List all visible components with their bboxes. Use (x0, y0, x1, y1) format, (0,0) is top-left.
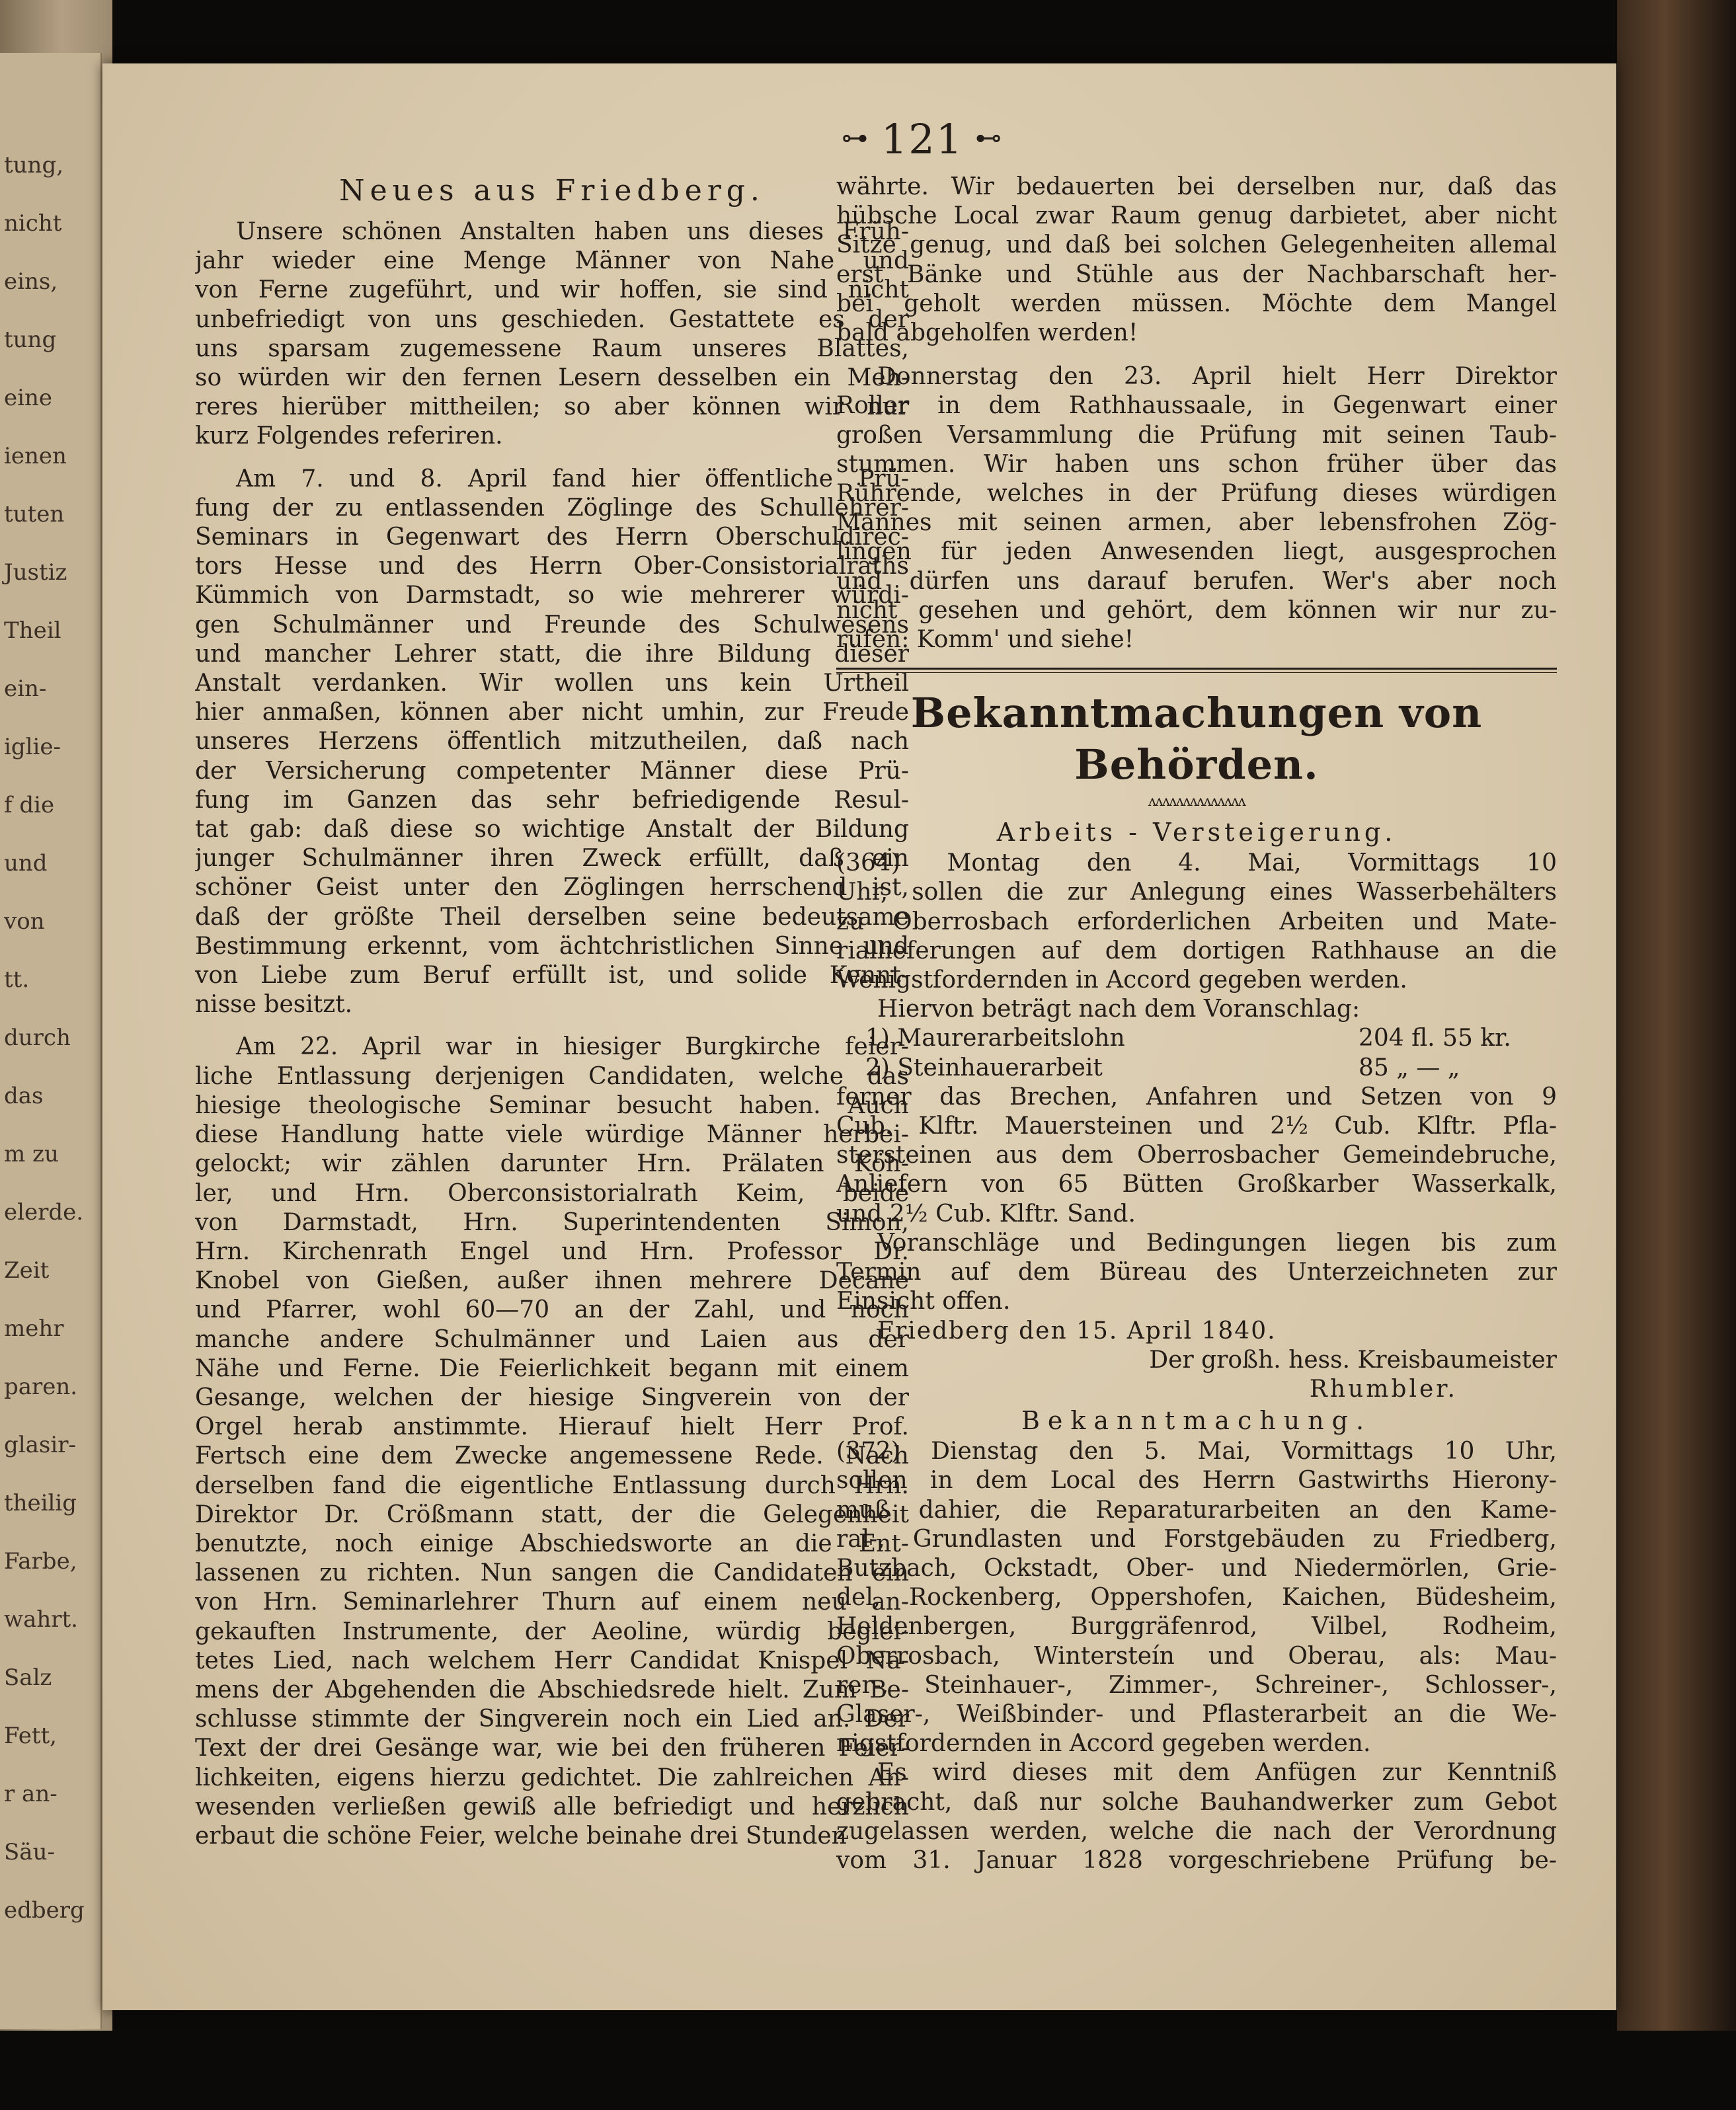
text-line: Fertsch eine dem Zwecke angemessene Rede. Nach (195, 1442, 909, 1470)
notice2-title: Bekanntmachung. (1021, 1406, 1372, 1436)
text-line: und 2½ Cub. Klftr. Sand. (836, 1200, 1136, 1228)
text-line: Direktor Dr. Crößmann statt, der die Gelegenheit (195, 1501, 909, 1528)
text-line: uns sparsam zugemessene Raum unseres Blattes, (195, 334, 909, 362)
roller-paragraph (836, 362, 1557, 654)
text-line: Anliefern von 65 Bütten Großkarber Wasserkalk, (836, 1171, 1557, 1198)
text-line: und mancher Lehrer statt, die ihre Bildung dieser (195, 640, 909, 668)
page-number (790, 115, 1054, 168)
notice2-body (836, 1437, 1557, 1758)
text-line: gekauften Instrumente, der Aeoline, würdig beglei- (195, 1618, 909, 1645)
previous-page-fragment: wahrt. (4, 1606, 78, 1633)
notice1-body (836, 849, 1557, 995)
cost-item-amount: 204 fl. 55 kr. (1359, 1025, 1511, 1052)
notice1-title: Arbeits - Versteigerung. (996, 818, 1397, 847)
notice1-more (836, 1083, 1557, 1229)
text-line: Donnerstag den 23. April hielt Herr Direktor (877, 363, 1557, 391)
continuation-paragraph (836, 173, 1557, 348)
text-line: ral-, Grundlasten und Forstgebäuden zu Friedberg, (836, 1525, 1557, 1553)
text-line: (372) Dienstag den 5. Mai, Vormittags 10 Uhr, (836, 1438, 1557, 1465)
notice1-items (836, 1024, 1557, 1082)
text-line: Termin auf dem Büreau des Unterzeichneten zur (836, 1259, 1557, 1286)
page-number-value: 121 (881, 115, 964, 163)
notice1-dateline: Friedberg den 15. April 1840. (877, 1317, 1277, 1345)
notice1-signature-role: Der großh. hess. Kreisbaumeister (1149, 1346, 1557, 1374)
text-line: gelockt; wir zählen darunter Hrn. Prälaten Köh- (195, 1150, 909, 1178)
text-line: riallieferungen auf dem dortigen Rathhause an die (836, 937, 1557, 964)
previous-page-fragment: tung, (4, 152, 64, 178)
text-line: Am 7. und 8. April fand hier öffentliche Prü- (236, 465, 909, 492)
previous-page-fragment: Säu- (4, 1839, 55, 1865)
paragraph (195, 217, 909, 451)
text-line: derselben fand die eigentliche Entlassung durch Hrn. (195, 1471, 909, 1499)
previous-page-fragment: durch (4, 1025, 71, 1051)
backdrop-bottom (0, 2031, 1736, 2110)
text-line: gen Schulmänner und Freunde des Schulwesens (195, 611, 909, 639)
text-line: Mannes mit seinen armen, aber lebensfrohen Zög- (836, 509, 1557, 537)
text-line: nisse besitzt. (195, 991, 353, 1019)
text-line: von Liebe zum Beruf erfüllt ist, und solide Kennt- (195, 962, 909, 990)
text-line: muß dahier, die Reparaturarbeiten an den Kame- (836, 1496, 1557, 1524)
text-line: großen Versammlung die Prüfung mit seinen Taub- (836, 421, 1557, 449)
text-line: und Pfarrer, wohl 60—70 an der Zahl, und noch (195, 1296, 909, 1324)
paragraph (195, 465, 909, 1020)
text-line: (364) Montag den 4. Mai, Vormittags 10 (836, 849, 1557, 877)
previous-page-fragment: tt. (4, 966, 30, 993)
text-line: Sitze genug, und daß bei solchen Gelegenheiten allemal (836, 231, 1557, 259)
text-line: Unsere schönen Anstalten haben uns dieses Früh- (236, 218, 909, 245)
text-line: stummen. Wir haben uns schon früher über das (836, 450, 1557, 478)
text-line: Butzbach, Ockstadt, Ober- und Niedermörlen, Grie- (836, 1554, 1557, 1582)
text-line: junger Schulmänner ihren Zweck erfüllt, daß ein (195, 845, 909, 873)
previous-page-fragment: Farbe, (4, 1548, 77, 1575)
text-line: Roller in dem Rathhaussaale, in Gegenwart einer (836, 392, 1557, 420)
text-line: von Hrn. Seminarlehrer Thurn auf einem neu an- (195, 1588, 909, 1616)
text-line: manche andere Schulmänner und Laien aus der (195, 1325, 909, 1353)
previous-page-fragment: theilig (4, 1490, 77, 1516)
text-line: Einsicht offen. (836, 1288, 1011, 1315)
text-line: tetes Lied, nach welchem Herr Candidat Knispel Na- (195, 1647, 909, 1674)
text-line: Kümmich von Darmstadt, so wie mehrerer würdi- (195, 582, 909, 609)
text-line: gebracht, daß nur solche Bauhandwerker zum Gebot (836, 1788, 1557, 1816)
paragraph (195, 1033, 909, 1851)
text-line: nicht gesehen und gehört, dem können wir nur zu- (836, 596, 1557, 624)
previous-page-fragment: ienen (4, 443, 67, 469)
text-line: Glaser-, Weißbinder- und Pflasterarbeit an die We- (836, 1700, 1557, 1728)
text-line: lassenen zu richten. Nun sangen die Candidaten ein (195, 1559, 909, 1587)
cost-item (836, 1054, 1557, 1083)
text-line: Hrn. Kirchenrath Engel und Hrn. Professor Dr. (195, 1237, 909, 1265)
previous-page-fragment: Justiz (4, 559, 67, 586)
cost-item (836, 1024, 1557, 1053)
text-line: von Darmstadt, Hrn. Superintendenten Simon, (195, 1208, 909, 1236)
previous-page-fragment: Theil (4, 617, 61, 644)
previous-page-fragment: m zu (4, 1141, 59, 1167)
text-line: vom 31. Januar 1828 vorgeschriebene Prüfung be- (836, 1846, 1557, 1874)
text-line: hier anmaßen, können aber nicht umhin, zur Freude (195, 699, 909, 726)
text-line: lingen für jeden Anwesenden liegt, ausgesprochen (836, 538, 1557, 566)
text-line: zugelassen werden, welche die nach der Verordnung (836, 1817, 1557, 1845)
previous-page-fragment: paren. (4, 1374, 78, 1400)
text-line: Gesange, welchen der hiesige Singverein von der (195, 1384, 909, 1411)
text-line: liche Entlassung derjenigen Candidaten, welche das (195, 1062, 909, 1090)
text-line: bei geholt werden müssen. Möchte dem Mangel (836, 290, 1557, 317)
text-line: jahr wieder eine Menge Männer von Nahe und (195, 247, 909, 275)
cost-item-label: 1) Maurerarbeitslohn (865, 1025, 1125, 1052)
text-line: Uhr, sollen die zur Anlegung eines Wasserbehälters (836, 879, 1557, 906)
text-line: wesenden verließen gewiß alle befriedigt und herzlich (195, 1793, 909, 1820)
previous-page-fragment: glasir- (4, 1432, 76, 1458)
text-line: tors Hesse und des Herrn Ober-Consistorialraths (195, 553, 909, 580)
text-line: Cub. Klftr. Mauersteinen und 2½ Cub. Klftr. Pfla- (836, 1113, 1557, 1140)
backdrop-right (1617, 0, 1736, 2110)
text-line: hiesige theologische Seminar besucht haben. Auch (195, 1091, 909, 1119)
previous-page-fragment: iglie- (4, 734, 61, 760)
left-paragraphs (195, 217, 909, 1851)
previous-page-fragment: Zeit (4, 1257, 50, 1284)
text-line: hübsche Local zwar Raum genug darbietet, aber nicht (836, 202, 1557, 230)
previous-page-fragment: Salz (4, 1664, 52, 1691)
previous-page-fragment: ein- (4, 676, 47, 702)
previous-page-fragment: und (4, 850, 48, 877)
article-title: Neues aus Friedberg. (339, 174, 765, 208)
text-line: und dürfen uns darauf berufen. Wer's aber noch (836, 567, 1557, 595)
text-line: diese Handlung hatte viele würdige Männer herbei- (195, 1121, 909, 1149)
text-line: erbaut die schöne Feier, welche beinahe drei Stunden (195, 1822, 847, 1850)
text-line: reres hierüber mittheilen; so aber können wir nur (195, 393, 909, 421)
notice2-more (836, 1758, 1557, 1875)
text-line: ler, und Hrn. Oberconsistorialrath Keim, beide (195, 1179, 909, 1207)
previous-page-edge (0, 53, 102, 2029)
text-line: Voranschläge und Bedingungen liegen bis zum (877, 1229, 1557, 1257)
previous-page-fragment: mehr (4, 1315, 64, 1342)
notice1-signature-name: Rhumbler. (1309, 1375, 1458, 1403)
text-line: der Versicherung competenter Männer diese Prü- (195, 757, 909, 785)
text-line: Text der drei Gesänge war, wie bei den früheren Feier- (195, 1735, 909, 1762)
text-line: fung der zu entlassenden Zöglinge des Schullehrer- (195, 494, 909, 522)
text-line: ferner das Brechen, Anfahren und Setzen von 9 (836, 1083, 1557, 1111)
text-line: währte. Wir bedauerten bei derselben nur, daß das (836, 173, 1557, 200)
book-page (102, 63, 1616, 2010)
ornament-left-icon: ⊶ (841, 123, 869, 153)
double-rule-divider (836, 668, 1557, 673)
text-line: bald abgeholfen werden! (836, 319, 1138, 347)
previous-page-fragment: r an- (4, 1781, 58, 1807)
text-line: Oberrosbach, Wintersteín und Oberau, als: Mau- (836, 1642, 1557, 1670)
cost-item-amount: 85 „ — „ (1359, 1054, 1460, 1081)
text-line: Nähe und Ferne. Die Feierlichkeit begann mit einem (195, 1354, 909, 1382)
previous-page-fragment: f die (4, 792, 55, 818)
text-line: sollen in dem Local des Herrn Gastwirths Hierony- (836, 1467, 1557, 1495)
previous-page-fragment: das (4, 1083, 44, 1109)
previous-page-fragment: tung (4, 327, 57, 353)
text-line: zu Oberrosbach erforderlichen Arbeiten und Mate- (836, 908, 1557, 935)
text-line: Bestimmung erkennt, vom ächtchristlichen Sinne und (195, 932, 909, 960)
text-line: rufen: Komm' und siehe! (836, 626, 1134, 654)
text-line: kurz Folgendes referiren. (195, 422, 503, 450)
text-line: erst Bänke und Stühle aus der Nachbarschaft her- (836, 260, 1557, 288)
text-line: lichkeiten, eigens hierzu gedichtet. Die zahlreichen An- (195, 1764, 909, 1791)
previous-page-fragment: tuten (4, 501, 65, 528)
text-line: schlusse stimmte der Singverein noch ein Lied an. Der (195, 1705, 909, 1733)
previous-page-fragment: nicht (4, 210, 62, 237)
text-line: fung im Ganzen das sehr befriedigende Resul- (195, 786, 909, 814)
text-line: Wenigstfordernden in Accord gegeben werden. (836, 966, 1407, 994)
text-line: tat gab: daß diese so wichtige Anstalt der Bildung (195, 816, 909, 843)
text-line: stersteinen aus dem Oberrosbacher Gemeindebruche, (836, 1142, 1557, 1169)
right-column (836, 173, 1557, 1875)
previous-page-fragment: eins, (4, 268, 58, 295)
text-line: rer-, Steinhauer-, Zimmer-, Schreiner-, Schlosser-, (836, 1671, 1557, 1699)
notices-heading: Bekanntmachungen von Behörden. (910, 689, 1483, 789)
ornament-right-icon: ⊷ (975, 123, 1004, 153)
notice1-conditions (836, 1229, 1557, 1317)
text-line: Anstalt verdanken. Wir wollen uns kein Urtheil (195, 670, 909, 697)
heading-ornament: ʌʌʌʌʌʌʌʌʌʌʌʌʌʌ (1148, 793, 1245, 810)
text-line: Rührende, welches in der Prüfung dieses würdigen (836, 480, 1557, 508)
text-line: Heldenbergen, Burggräfenrod, Vilbel, Rodheim, (836, 1613, 1557, 1641)
text-line: Am 22. April war in hiesiger Burgkirche feier- (236, 1033, 909, 1061)
text-line: Es wird dieses mit dem Anfügen zur Kenntniß (877, 1759, 1557, 1787)
previous-page-fragment: von (4, 908, 45, 935)
previous-page-fragment: Fett, (4, 1723, 57, 1749)
text-line: Seminars in Gegenwart des Herrn Oberschuldirec- (195, 524, 909, 551)
text-line: nigstfordernden in Accord gegeben werden. (836, 1730, 1371, 1758)
paragraph-gap (836, 348, 1557, 362)
text-line: so würden wir den fernen Lesern desselben ein Meh- (195, 364, 909, 392)
text-line: schöner Geist unter den Zöglingen herrschend ist, (195, 874, 909, 902)
left-column (195, 173, 909, 1851)
text-line: del, Rockenberg, Oppershofen, Kaichen, Büdesheim, (836, 1584, 1557, 1612)
text-line: von Ferne zugeführt, und wir hoffen, sie sind nicht (195, 276, 909, 304)
text-line: mens der Abgehenden die Abschiedsrede hielt. Zum Be- (195, 1676, 909, 1703)
cost-item-label: 2) Steinhauerarbeit (865, 1054, 1103, 1081)
text-line: Knobel von Gießen, außer ihnen mehrere Decane (195, 1267, 909, 1295)
notice1-intro: Hiervon beträgt nach dem Voranschlag: (877, 996, 1361, 1023)
text-line: benutzte, noch einige Abschiedsworte an die Ent- (195, 1530, 909, 1557)
text-line: Orgel herab anstimmte. Hierauf hielt Herr Prof. (195, 1413, 909, 1441)
previous-page-fragment: edberg (4, 1897, 85, 1924)
previous-page-fragment: eine (4, 385, 53, 411)
previous-page-fragment: elerde. (4, 1199, 84, 1226)
text-line: unseres Herzens öffentlich mitzutheilen, daß nach (195, 728, 909, 756)
text-line: daß der größte Theil derselben seine bedeutsame (195, 903, 909, 931)
text-line: unbefriedigt von uns geschieden. Gestattete es der (195, 305, 909, 333)
